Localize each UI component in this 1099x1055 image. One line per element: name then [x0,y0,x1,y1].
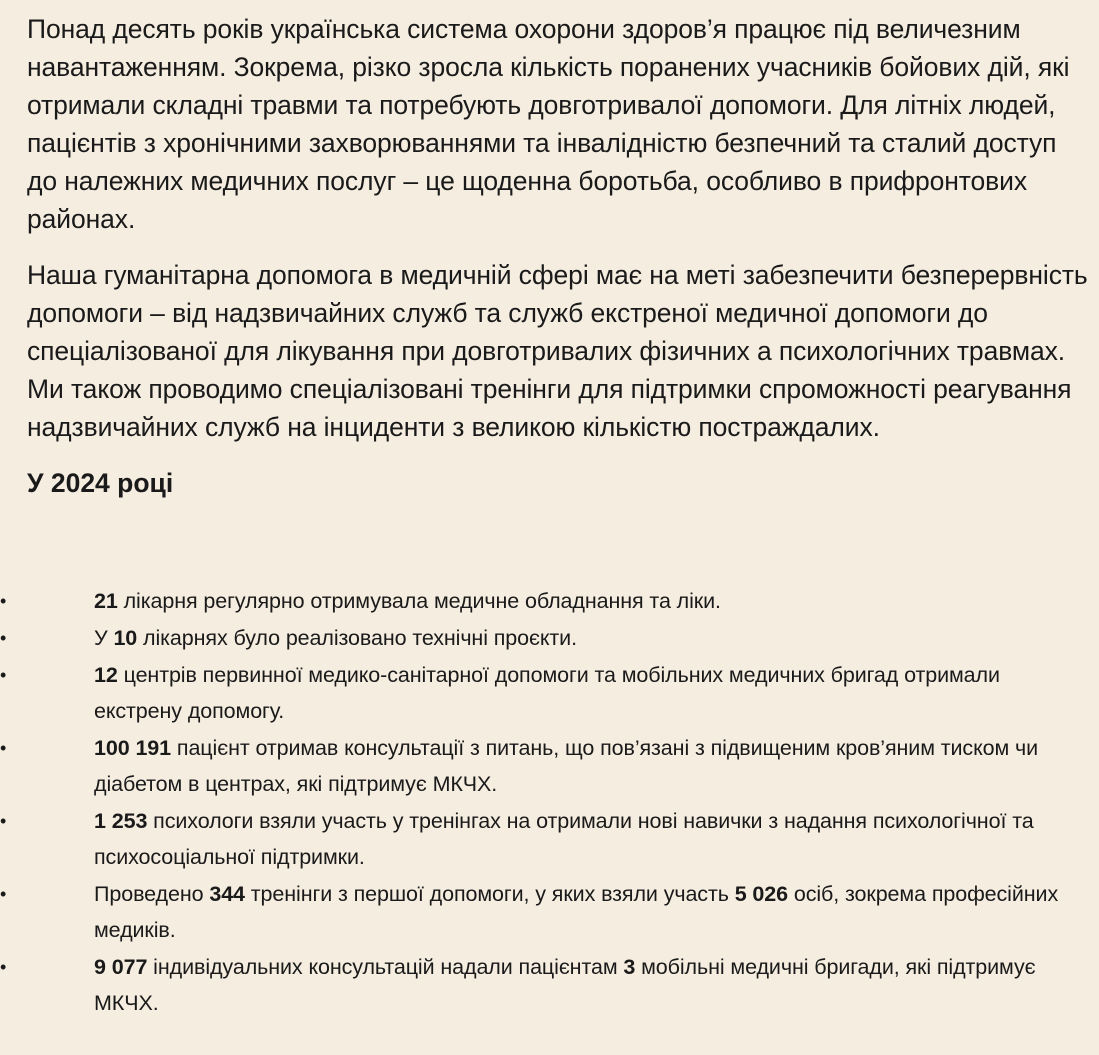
list-item: • 12 центрів первинної медико-санітарної допомоги та мобільних медичних бригад отримали екстрену допомогу. [0,657,1064,729]
list-item: • 21 лікарня регулярно отримувала медичне обладнання та ліки. [0,583,1064,619]
bullet-icon: • [0,665,7,685]
section-heading: У 2024 році [27,468,174,498]
list-item: • Проведено 344 тренінги з першої допомоги, у яких взяли участь 5 026 осіб, зокрема професійних медиків. [0,876,1064,948]
bullet-icon: • [0,884,7,904]
bullet-icon: • [0,811,7,831]
stat-value: 3 [623,955,636,979]
list-item: • 9 077 індивідуальних консультацій надали пацієнтам 3 мобільні медичні бригади, які підтримує МКЧХ. [0,949,1064,1021]
bullet-icon: • [0,957,7,977]
stat-value: 9 077 [94,955,148,979]
list-item: • У 10 лікарнях було реалізовано технічні проєкти. [0,620,1064,656]
list-item: • 100 191 пацієнт отримав консультації з питань, що пов’язані з підвищеним кров’яним тиском чи діабетом в центрах, які підтримує МКЧХ. [0,730,1064,802]
stat-value: 100 191 [94,736,172,760]
stat-value: 5 026 [734,882,788,906]
bullet-icon: • [0,591,7,611]
stat-value: 1 253 [94,809,148,833]
bullet-icon: • [0,738,7,758]
intro-paragraph: Понад десять років українська система охорони здоров’я працює під величезним навантаженням. Зокрема, різко зросла кількість поранених учасників бойових дій, які отримали складні травми та потребують довготривалої допомоги. Для літніх людей, пацієнтів з хронічними захворюваннями та інвалідністю безпечний та сталий доступ до належних медичних послуг – це щоденна боротьба, особливо в прифронтових районах. [27,14,1070,234]
stats-list [0,583,1064,1022]
list-item: • 1 253 психологи взяли участь у тренінгах на отримали нові навички з надання психологічної та психосоціальної підтримки. [0,803,1064,875]
stat-value: 10 [113,626,138,650]
article-body [27,10,1091,502]
stat-value: 21 [94,589,118,613]
stat-value: 344 [209,882,245,906]
stat-value: 12 [94,663,118,687]
bullet-icon: • [0,628,7,648]
mission-paragraph: Наша гуманітарна допомога в медичній сфері має на меті забезпечити безперервність допомоги – від надзвичайних служб та служб екстреної медичної допомоги до спеціалізованої для лікування при довготривалих фізичних а психологічних травмах. Ми також проводимо спеціалізовані тренінги для підтримки спроможності реагування надзвичайних служб на інциденти з великою кількістю постраждалих. [27,260,1088,442]
